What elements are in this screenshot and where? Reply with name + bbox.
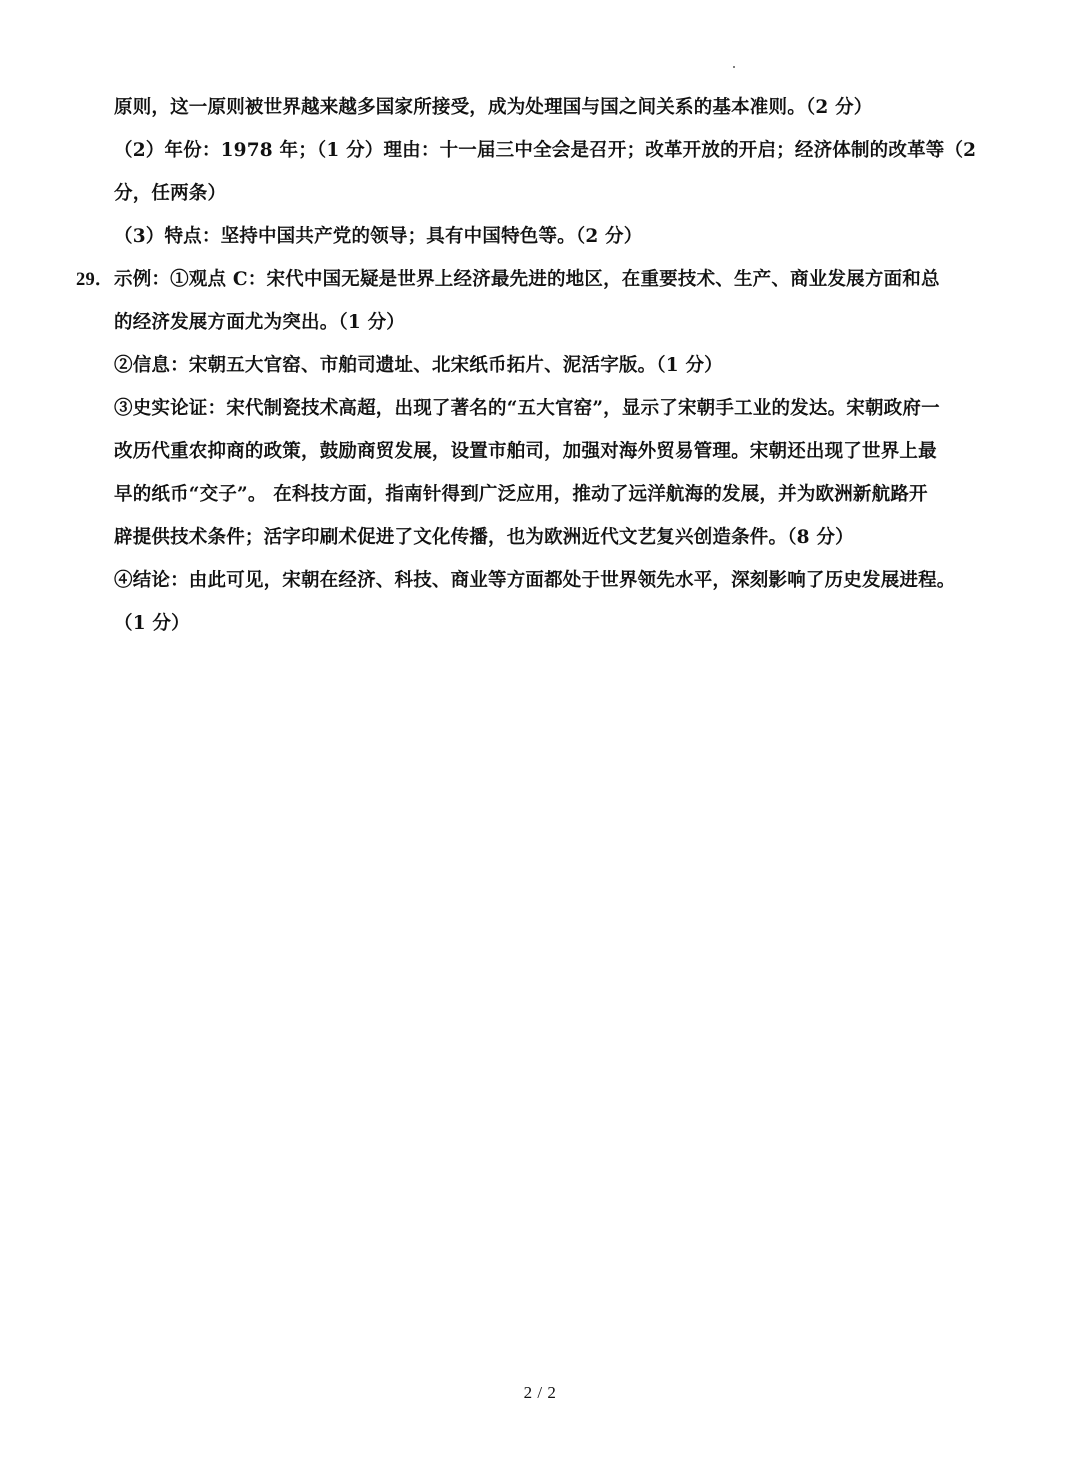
- text-line-13: （1 分）: [114, 613, 190, 634]
- question-number: 29．: [76, 270, 114, 290]
- text-line-11: 辟提供技术条件；活字印刷术促进了文化传播，也为欧洲近代文艺复兴创造条件。（8 分）: [114, 527, 854, 548]
- text-line-12: ④结论：由此可见，宋朝在经济、科技、商业等方面都处于世界领先水平，深刻影响了历史发展进程。: [114, 570, 956, 591]
- text-line-2: （2）年份：1978 年；（1 分）理由：十一届三中全会是召开；改革开放的开启；经济体制的改革等（2: [114, 140, 977, 161]
- text-line-7: ②信息：宋朝五大官窑、市舶司遗址、北宋纸币拓片、泥活字版。（1 分）: [114, 355, 723, 376]
- page-number: 2 / 2: [523, 1383, 557, 1402]
- scan-speck: [733, 66, 735, 68]
- text-line-5: 示例：①观点 C：宋代中国无疑是世界上经济最先进的地区，在重要技术、生产、商业发展方面和总: [114, 269, 940, 290]
- text-line-4: （3）特点：坚持中国共产党的领导；具有中国特色等。（2 分）: [114, 226, 643, 247]
- text-line-3: 分，任两条）: [114, 183, 227, 204]
- text-line-9: 改历代重农抑商的政策，鼓励商贸发展，设置市舶司，加强对海外贸易管理。宋朝还出现了世界上最: [114, 441, 937, 462]
- text-line-6: 的经济发展方面尤为突出。（1 分）: [114, 312, 405, 333]
- text-line-8: ③史实论证：宋代制瓷技术高超，出现了著名的“五大官窑”，显示了宋朝手工业的发达。宋朝政府一: [114, 398, 940, 419]
- text-line-1: 原则，这一原则被世界越来越多国家所接受，成为处理国与国之间关系的基本准则。（2 分）: [114, 97, 873, 118]
- text-line-10: 早的纸币“交子”。 在科技方面，指南针得到广泛应用，推动了远洋航海的发展，并为欧洲新航路开: [114, 484, 928, 505]
